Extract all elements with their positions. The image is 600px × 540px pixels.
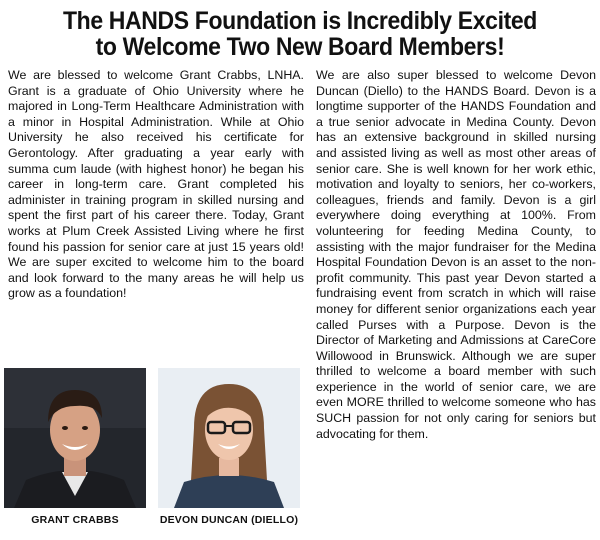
grant-crabbs-photo: [4, 368, 146, 508]
devon-duncan-caption: DEVON DUNCAN (DIELLO): [159, 514, 299, 526]
right-article-column: [316, 68, 596, 442]
grant-bio-paragraph: We are blessed to welcome Grant Crabbs, LNHA. Grant is a graduate of Ohio University where he majored in Long-Term Healthcare Administration with a minor in Hospital Administration. While at Ohio University he also received his certificate for Gerontology. After graduating a year early with summa cum laude (with highest honor) he began his career in long-term care. Grant completed his administer in training program in skilled nursing and spent the first part of his career there. Today, Grant works at Plum Creek Assisted Living where he first found his passion for senior care at just 15 years old! We are super excited to welcome him to the board and look forward to the many areas he will help us grow as a foundation!: [8, 68, 304, 301]
devon-bio-paragraph: We are also super blessed to welcome Devon Duncan (Diello) to the HANDS Board. Devon is a longtime supporter of the HANDS Foundation and a true senior advocate in Medina County. Devon has an extensive background in skilled nursing and assisted living as well as most other areas of senior care. She is well known for her work ethic, motivation and loyalty to seniors, her co-workers, colleagues, friends and family. Devon is a girl everywhere doing everything at 100%. From volunteering for feeding Medina County, to assisting with the major fundraiser for the Medina Hospital Foundation Devon is an asset to the non-profit community. This past year Devon started a fundraising event from scratch in which will raise money for different senior organizations each year called Purses with a Purpose. Devon is the Director of Marketing and Admissions at CareCore Willowood in Brunswick. Although we are super thrilled to welcome a board member with such experience in the world of senior care, we are even MORE thrilled to welcome someone who has SUCH passion for not only caring for seniors but advocating for them.: [316, 68, 596, 441]
headline: [24, 8, 576, 60]
headline-line-2: to Welcome Two New Board Members!: [95, 33, 505, 61]
grant-crabbs-caption: GRANT CRABBS: [31, 514, 119, 526]
headline-line-1: The HANDS Foundation is Incredibly Excited: [62, 7, 538, 35]
devon-duncan-photo: [158, 368, 300, 508]
left-article-column: [8, 68, 304, 302]
